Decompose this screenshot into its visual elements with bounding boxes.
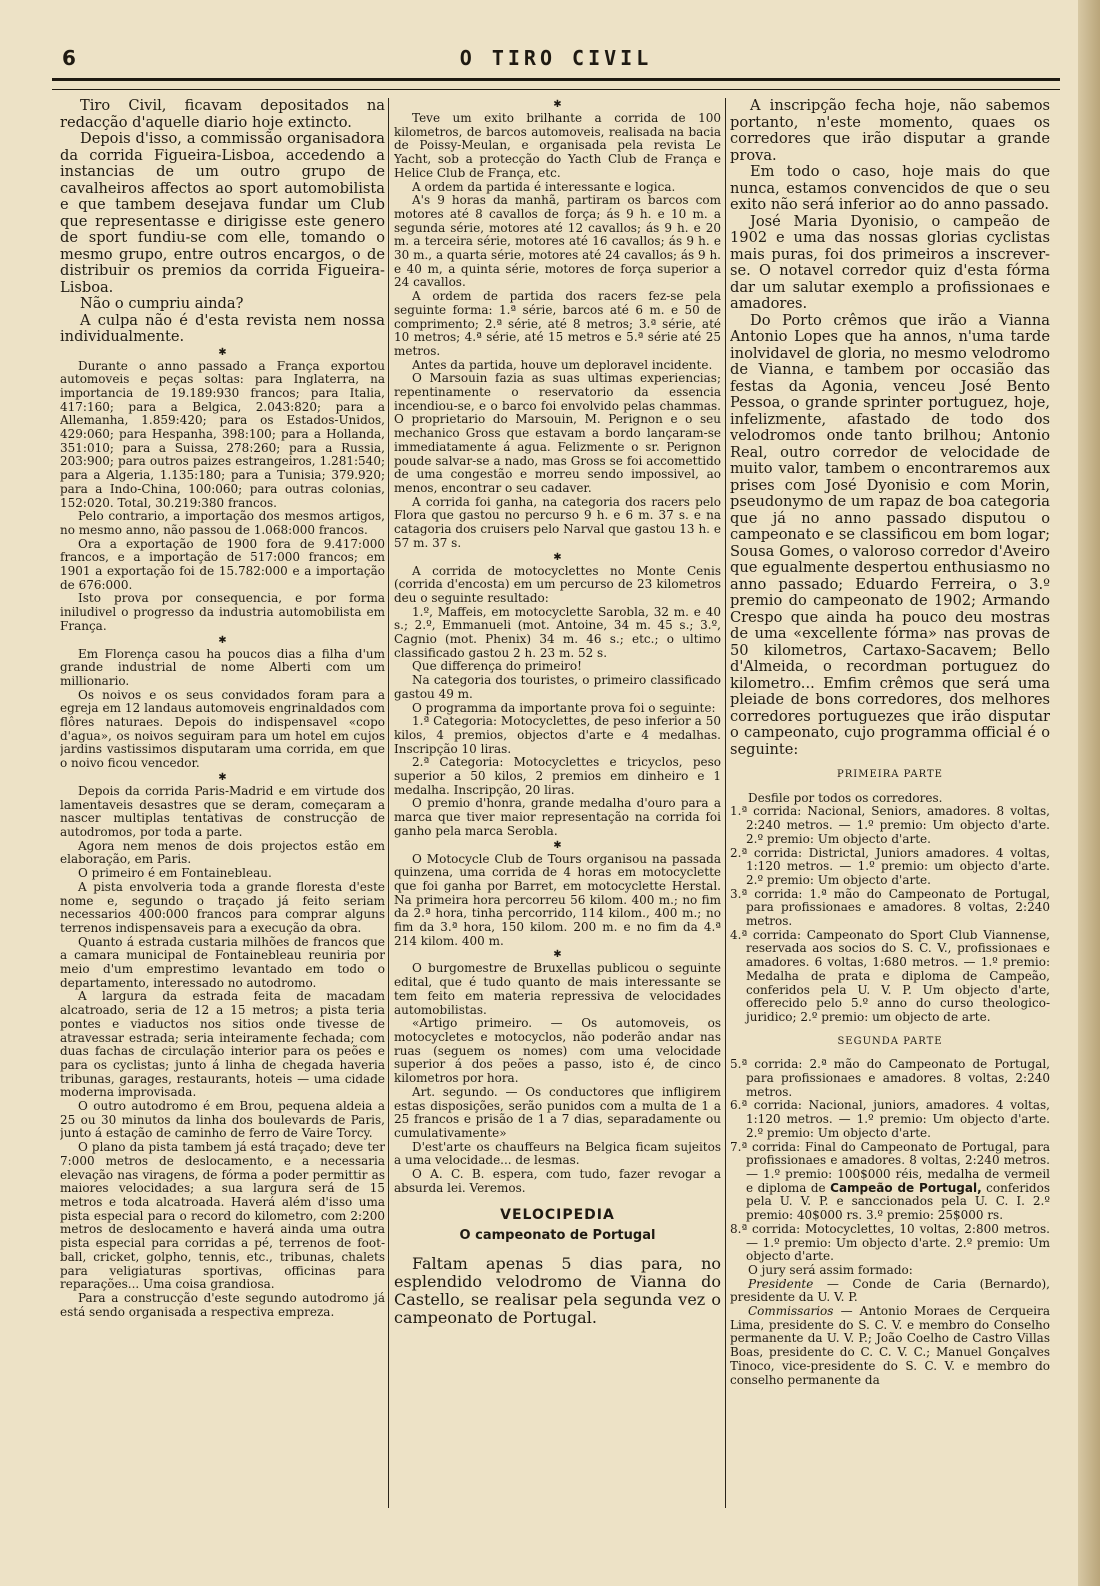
race-item — [730, 1141, 1050, 1223]
paragraph: Para a construcção d'este segundo autodromo já está sendo organisada a respectiva empreza. — [60, 1290, 385, 1319]
paragraph: Não o cumpriu ainda? — [80, 295, 244, 312]
paragraph: Depois da corrida Paris-Madrid e em virtude dos lamentaveis desastres que se deram, começaram a nascer multiplas tentativas de construcção de autodromos, por toda a parte. — [60, 783, 385, 839]
separator-star: ✱ — [553, 949, 562, 961]
paragraph: Tiro Civil, ficavam depositados na redacção d'aquelle diario hoje extincto. — [60, 98, 385, 131]
paragraph: D'est'arte os chauffeurs na Belgica ficam sujeitos a uma velocidade... de lesmas. — [394, 1139, 721, 1168]
column-3 — [730, 98, 1050, 1518]
paragraph: A's 9 horas da manhã, partiram os barcos com motores até 8 cavallos de força; ás 9 h. e 10 m. a segunda série, motores até 12 cavallos; ás 9 h. e 20 m. a terceira série, motores até 16 cavallos; ás 9 h. e 30 m., a quarta série, motores até 24 cavallos; ás 9 h. e 40 m, a quinta série, motores de força superior a 24 cavallos. — [394, 193, 721, 290]
article-title: O campeonato de Portugal — [459, 1228, 656, 1244]
separator-star: ✱ — [218, 771, 227, 783]
paragraph: O outro autodromo é em Brou, pequena aldeia a 25 ou 30 minutos da linha dos boulevards de Paris, junto á estação de caminho de ferro de Vaire Torcy. — [60, 1099, 385, 1141]
paragraph: Em todo o caso, hoje mais do que nunca, estamos convencidos de que o seu exito não será inferior ao do anno passado. — [730, 163, 1050, 213]
paragraph: Agora nem menos de dois projectos estão em elaboração, em Paris. — [60, 838, 385, 867]
paragraph: A ordem da partida é interessante e logica. — [412, 179, 676, 194]
page-edge — [1078, 0, 1100, 1586]
paragraph: O burgomestre de Bruxellas publicou o seguinte edital, que é tudo quanto de mais interessante se tem feito em materia repressiva de velocidades automobilistas. — [394, 961, 721, 1017]
paragraph: 2.ª Categoria: Motocyclettes e tricyclos, peso superior a 50 kilos, 2 premios em dinheiro e 1 medalha. Inscripção, 20 liras. — [394, 755, 721, 797]
separator-star: ✱ — [218, 634, 227, 646]
race-item: 3.ª corrida: 1.ª mão do Campeonato de Portugal, para profissionaes e amadores. 8 voltas, 2:240 metros. — [730, 886, 1050, 929]
paragraph: A pista envolveria toda a grande floresta d'este nome e, segundo o traçado já feito seriam necessarios 400:000 francos para comprar alguns terrenos indispensaveis para a execução da obra. — [60, 879, 385, 935]
paragraph: Quanto á estrada custaria milhões de francos que a camara municipal de Fontainebleau reuniria por meio d'um emprestimo levantado em todo o departamento, interessado no autodromo. — [60, 934, 385, 990]
paragraph — [730, 1278, 1050, 1305]
race-item: 6.ª corrida: Nacional, juniors, amadores. 4 voltas, 1:120 metros. — 1.º premio: Um objecto d'arte. 2.º premio: Um objecto d'arte. — [730, 1098, 1050, 1140]
paragraph: Na categoria dos touristes, o primeiro classificado gastou 49 m. — [394, 673, 721, 701]
paragraph: «Artigo primeiro. — Os automoveis, os motocycletes e motocyclos, não poderão andar nas ruas (seguem os nomes) com uma velocidade superior á dos peões a passo, isto é, de cinco kilometros por hora. — [394, 1016, 721, 1086]
jury-role: Presidente — [748, 1276, 814, 1291]
paragraph: A ordem de partida dos racers fez-se pela seguinte forma: 1.ª série, barcos até 6 m. e 50 de comprimento; 2.ª série, até 8 metros; 3.ª série, até 10 metros; 4.ª série, até 15 metros e 5.ª série até 25 metros. — [394, 289, 721, 358]
column-1 — [60, 98, 385, 1518]
paragraph: O plano da pista tambem já está traçado; deve ter 7:000 metros de deslocamento, e a necessaria elevação nas viragens, de fórma a poder permittir as maiores velocidades; a sua largura será de 15 metros e toda alcatroada. Haverá além d'isso uma pista especial para o record do kilometro, com 2:200 metros de deslocamento e haverá ainda uma outra pista especial para corridas a pé, terrenos de foot-ball, cricket, golpho, tennis, etc., tribunas, chalets para veligiaturas sportivas, officinas para reparações... Uma coisa grandiosa. — [60, 1140, 385, 1292]
paragraph: A corrida de motocyclettes no Monte Cenis (corrida d'encosta) em um percurso de 23 kilometros deu o seguinte resultado: — [394, 563, 721, 605]
paragraph: A inscripção fecha hoje, não sabemos portanto, n'este momento, quaes os corredores que irão disputar a grande prova. — [730, 98, 1050, 164]
column-2 — [394, 98, 721, 1518]
paragraph: Desfile por todos os corredores. — [748, 790, 943, 805]
paragraph: O primeiro é em Fontainebleau. — [78, 866, 272, 881]
paragraph: O programma da importante prova foi o seguinte: — [412, 700, 716, 715]
paragraph: O A. C. B. espera, com tudo, fazer revogar a absurda lei. Veremos. — [394, 1167, 721, 1195]
part-heading: SEGUNDA PARTE — [837, 1035, 943, 1047]
paragraph: Ora a exportação de 1900 fora de 9.417:000 francos, e a importação de 517:000 francos; em 1901 a exportação foi de 15.782:000 e a importação de 676:000. — [60, 536, 385, 592]
header-rule — [52, 78, 1060, 90]
paragraph: O premio d'honra, grande medalha d'ouro para a marca que tiver maior representação na corrida foi ganho pela marca Serobla. — [394, 796, 721, 838]
paragraph: O Motocycle Club de Tours organisou na passada quinzena, uma corrida de 4 horas em motocyclette que foi ganha por Barret, em motocyclette Herstal. Na primeira hora percorreu 56 kilom. 400 m.; no fim da 2.ª hora, tinha percorrido, 114 kilom., 400 m.; no fim da 3.ª hora, 150 kilom. 200 m. e no fim da 4.ª 214 kilom. 400 m. — [394, 851, 721, 948]
part-heading: PRIMEIRA PARTE — [837, 769, 943, 780]
section-title: VELOCIPEDIA — [500, 1207, 615, 1224]
page-number: 6 — [62, 46, 76, 70]
separator-star: ✱ — [553, 99, 562, 110]
paragraph: Isto prova por consequencia, e por forma iniludivel o progresso da industria automobilista em França. — [60, 591, 385, 633]
paragraph: Teve um exito brilhante a corrida de 100 kilometros, de barcos automoveis, realisada na bacia de Poissy-Meulan, e organisada pela revista Le Yacht, sob a protecção do Yacth Club de França e Helice Club de França, etc. — [394, 111, 721, 180]
column-divider-2 — [725, 98, 726, 1508]
paragraph: A corrida foi ganha, na categoria dos racers pelo Flora que gastou no percurso 9 h. e 6 m. 37 s. e na catagoria dos cruisers pelo Narval que gastou 13 h. e 57 m. 37 s. — [394, 494, 721, 550]
race-item: 5.ª corrida: 2.ª mão do Campeonato de Portugal, para profissionaes e amadores. 8 voltas, 2:240 metros. — [730, 1057, 1050, 1099]
paragraph: 1.ª Categoria: Motocyclettes, de peso inferior a 50 kilos, 4 premios, objectos d'arte e 4 medalhas. Inscripção 10 liras. — [394, 714, 721, 756]
column-divider-1 — [388, 98, 389, 1508]
paragraph: A largura da estrada feita de macadam alcatroado, seria de 12 a 15 metros; a pista teria pontes e viaductos nos sitios onde tivesse de atravessar estrada; seria inteiramente fechada; com duas fachas de circulação interior para os peões e para os cyclistas; junto á linha de chegada haveria tribunas, garages, restaurants, hoteis — uma cidade moderna improvisada. — [60, 989, 385, 1100]
paragraph: O Marsouin fazia as suas ultimas experiencias; repentinamente o reservatorio da essencia incendiou-se, e o barco foi envolvido pelas chammas. O proprietario do Marsouin, M. Perignon e o seu mechanico Gross que estavam a bordo lançaram-se immediatamente á agua. Felizmente o sr. Perignon poude salvar-se a nado, mas Gross se foi accomettido de uma congestão e morreu sendo impossivel, ao menos, encontrar o seu cadaver. — [394, 371, 721, 495]
paragraph: Os noivos e os seus convidados foram para a egreja em 12 landaus automoveis engrinaldados com flôres naturaes. Depois do indispensavel «copo d'agua», os noivos seguiram para um hotel em cujos jardins vastissimos disputaram uma corrida, em que o noivo ficou vencedor. — [60, 687, 385, 771]
paragraph: Que differença do primeiro! — [412, 659, 582, 674]
paragraph: 1.º, Maffeis, em motocyclette Sarobla, 32 m. e 40 s.; 2.º, Emmanueli (mot. Antoine, 34 m. 45 s.; 3.º, Cagnio (mot. Phenix) 34 m. 46 s.; etc.; o ultimo classificado gastou 2 h. 23 m. 52 s. — [394, 604, 721, 660]
jury-text: — Antonio Moraes de Cerqueira Lima, presidente do S. C. V. e membro do Conselho permanente da U. V. P.; João Coelho de Castro Villas Boas, presidente do C. C. V. C.; Manuel Gonçalves Tinoco, vice-presidente do S. C. V. e membro do conselho permanente da — [730, 1304, 1050, 1387]
race-item: 4.ª corrida: Campeonato do Sport Club Viannense, reservada aos socios do S. C. V., profissionaes e amadores. 6 voltas, 1:680 metros. — 1.º premio: Medalha de prata e diploma de Campeão, conferidos pela U. V. P. Um objecto d'arte, offerecido pelo 5.º anno do curso theologico-juridico; 2.º premio: um objecto de arte. — [730, 927, 1050, 1024]
paragraph: José Maria Dyonisio, o campeão de 1902 e uma das nossas glorias cyclistas mais puras, foi dos primeiros a inscrever-se. O notavel corredor quiz d'esta fórma dar um salutar exemplo a profissionaes e amadores. — [730, 212, 1050, 312]
paragraph: O jury será assim formado: — [748, 1262, 913, 1277]
paragraph: Depois d'isso, a commissão organisadora da corrida Figueira-Lisboa, accedendo a instancias de um outro grupo de cavalheiros affectos ao sport automobilista e que tambem desejava fundar um Club que representasse e dirigisse este genero de sport fundiu-se com elle, tomando o mesmo grupo, entre outros encargos, o de distribuir os premios da corrida Figueira-Lisboa. — [60, 130, 385, 296]
race-item: 8.ª corrida: Motocyclettes, 10 voltas, 2:800 metros. — 1.º premio: Um objecto d'arte. 2.º premio: Um objecto d'arte. — [730, 1221, 1050, 1264]
race-item: 2.ª corrida: Districtal, Juniors amadores. 4 voltas, 1:120 metros. — 1.º premio: um objecto d'arte. 2.º premio: Um objecto d'arte. — [730, 845, 1050, 887]
paragraph: Pelo contrario, a importação dos mesmos artigos, no mesmo anno, não passou de 1.068:000 francos. — [60, 509, 385, 537]
race-item: 1.ª corrida: Nacional, Seniors, amadores. 8 voltas, 2:240 metros. — 1.º premio: Um objecto d'arte. 2.º premio: Um objecto d'arte. — [730, 804, 1050, 846]
paragraph: A culpa não é d'esta revista nem nossa individualmente. — [60, 311, 385, 345]
paragraph — [730, 1305, 1050, 1387]
race-text: 7.ª corrida: Final do Campeonato de Portugal, para profissionaes e amadores. 8 voltas, 2:240 metros. — 1.º premio: 100$000 réis, medalha de vermeil e diploma de — [730, 1139, 1050, 1195]
separator-star: ✱ — [553, 551, 562, 563]
paragraph: Antes da partida, houve um deploravel incidente. — [412, 357, 713, 372]
jury-text: — Conde de Caria (Bernardo), presidente da U. V. P. — [730, 1276, 1050, 1305]
race-text: conferidos pela U. V. P. e sanccionados pela U. C. I. 2.º premio: 40$000 rs. 3.º premio: 25$000 rs. — [746, 1180, 1050, 1223]
paragraph: Em Florença casou ha poucos dias a filha d'um grande industrial de nome Alberti com um millionario. — [60, 646, 385, 688]
paragraph: Durante o anno passado a França exportou automoveis e peças soltas: para Inglaterra, na importancia de 19.189:930 francos; para Italia, 417:160; para a Belgica, 2.043:820; para a Allemanha, 1.859:420; para os Estados-Unidos, 429:060; para Hespanha, 398:100; para a Hollanda, 351:010; para a Suissa, 278:260; para a Russia, 203:900; para outros paizes estrangeiros, 1.281:540; para a Algeria, 1.135:180; para a Tunisia; 379.920; para a Indo-China, 100:060; para outras colonias, 152:020. Total, 30.219:380 francos. — [60, 358, 385, 510]
paragraph: Do Porto crêmos que irão a Vianna Antonio Lopes que ha annos, n'uma tarde inolvidavel de gloria, no mesmo velodromo de Vianna, e tambem por occasião das festas da Agonia, venceu José Bento Pessoa, o grande sprinter portuguez, hoje, infelizmente, afastado de todo dos velodromos onde tanto brilhou; Antonio Real, outro corredor de velocidade de muito valor, tambem o encontraremos aux prises com José Dyonisio e com Morin, pseudonymo de um rapaz de boa categoria que já no anno passado disputou o campeonato e se classificou em bom logar; Sousa Gomes, o valoroso corredor d'Aveiro que egualmente despertou enthusiasmo no anno passado; Eduardo Ferreira, o 3.º premio do campeonato de 1902; Armando Crespo que ainda ha pouco deu mostras de uma «excellente fórma» nas provas de 50 kilometros, Cartaxo-Sacavem; Bello d'Almeida, o recordman portuguez do kilometro... Emfim crêmos que será uma pleiade de bons corredores, dos melhores corredores portuguezes que irão disputar o campeonato, cujo programma official é o seguinte: — [730, 311, 1050, 758]
jury-role: Commissarios — [748, 1304, 834, 1319]
masthead-title: O TIRO CIVIL — [459, 46, 653, 70]
separator-star: ✱ — [553, 839, 562, 851]
separator-star: ✱ — [218, 346, 227, 358]
paragraph: Faltam apenas 5 dias para, no esplendido velodromo de Vianna do Castello, se realisar pela segunda vez o campeonato de Portugal. — [394, 1253, 721, 1327]
paragraph: Art. segundo. — Os conductores que infligirem estas disposições, serão punidos com a multa de 1 a 25 francos e prisão de 1 a 7 dias, separadamente ou cumulativamente» — [394, 1084, 721, 1140]
champion-title: Campeão de Portugal, — [830, 1180, 982, 1195]
page-header — [52, 44, 1060, 74]
